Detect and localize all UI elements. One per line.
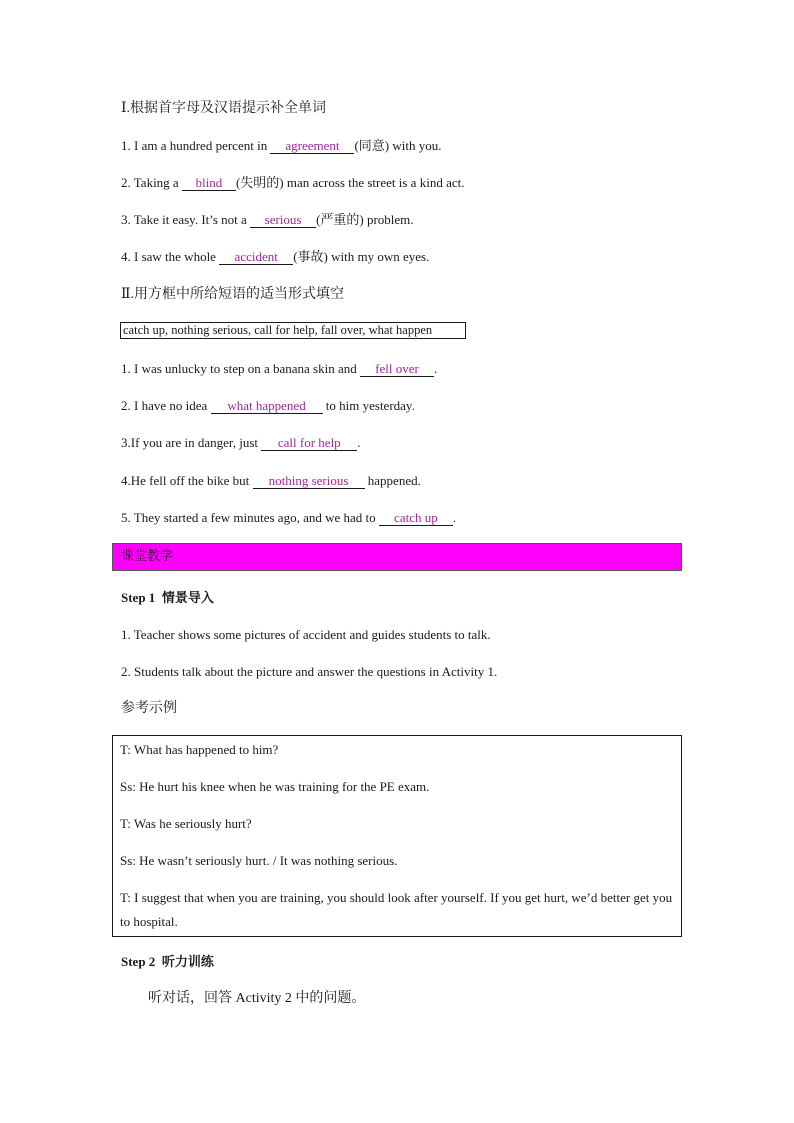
fill-item-3 — [121, 212, 414, 228]
answer-blank[interactable]: serious — [250, 213, 316, 228]
phrase-box: catch up, nothing serious, call for help, fall over, what happen — [120, 322, 466, 339]
fill-item-2 — [121, 175, 464, 191]
item-text-pre: 3.If you are in danger, just — [121, 435, 262, 450]
fill-item-2 — [121, 398, 415, 414]
item-text-post: (严重的) problem. — [316, 212, 414, 227]
item-text-pre: 4. I saw the whole — [121, 249, 220, 264]
item-text-pre: 1. I was unlucky to step on a banana skin and — [121, 361, 361, 376]
answer-blank[interactable]: fell over — [360, 362, 434, 377]
dialog-line: T: Was he seriously hurt? — [120, 816, 252, 831]
fill-item-1 — [121, 361, 437, 377]
step-title: 情景导入 — [161, 590, 214, 605]
answer-blank[interactable]: blind — [182, 176, 236, 191]
example-dialog-box — [112, 735, 682, 937]
classroom-section-bar: 课堂教学 — [112, 543, 682, 571]
fill-item-4 — [121, 473, 421, 489]
item-text-post: (同意) with you. — [354, 138, 442, 153]
section1-heading: Ⅰ.根据首字母及汉语提示补全单词 — [121, 101, 327, 116]
step-title: 听力训练 — [161, 954, 214, 969]
item-text-post: . — [434, 361, 438, 376]
answer-blank[interactable]: call for help — [261, 436, 357, 451]
section2-heading: Ⅱ.用方框中所给短语的适当形式填空 — [121, 287, 345, 302]
answer-blank[interactable]: what happened — [211, 399, 323, 414]
step-label: Step 2 — [121, 954, 156, 969]
step1-heading — [121, 590, 214, 606]
item-text-post: happened. — [364, 473, 421, 488]
dialog-line: T: I suggest that when you are training, you should look after yourself. If you get hurt, we’d better get you to hospital. — [120, 890, 673, 929]
item-text-post: (事故) with my own eyes. — [293, 249, 430, 264]
step-label: Step 1 — [121, 590, 156, 605]
dialog-line: T: What has happened to him? — [120, 742, 279, 757]
answer-blank[interactable]: catch up — [379, 511, 453, 526]
item-text-post: . — [357, 435, 361, 450]
fill-item-4 — [121, 249, 429, 265]
answer-blank[interactable]: accident — [219, 250, 293, 265]
dialog-line: Ss: He wasn’t seriously hurt. / It was nothing serious. — [120, 853, 398, 868]
item-text-post: . — [452, 510, 457, 525]
item-text-post: (失明的) man across the street is a kind act. — [235, 175, 465, 190]
item-text-pre: 1. I am a hundred percent in — [121, 138, 271, 153]
answer-blank[interactable]: agreement — [270, 139, 354, 154]
item-text-pre: 4.He fell off the bike but — [121, 473, 253, 488]
fill-item-3 — [121, 435, 361, 451]
example-label: 参考示例 — [121, 701, 177, 716]
item-text-post: to him yesterday. — [322, 398, 415, 413]
item-text-pre: 3. Take it easy. It’s not a — [121, 212, 251, 227]
answer-blank[interactable]: nothing serious — [253, 474, 365, 489]
item-text-pre: 2. I have no idea — [121, 398, 211, 413]
item-text-pre: 5. They started a few minutes ago, and we had to — [121, 510, 379, 525]
fill-item-5 — [121, 510, 456, 526]
step2-instruction: 听对话，回答 Activity 2 中的问题。 — [148, 991, 366, 1006]
fill-item-1 — [121, 138, 441, 154]
step1-line-2: 2. Students talk about the picture and answer the questions in Activity 1. — [121, 664, 498, 679]
step1-line-1: 1. Teacher shows some pictures of accident and guides students to talk. — [121, 627, 491, 642]
item-text-pre: 2. Taking a — [121, 175, 182, 190]
step2-heading — [121, 954, 214, 970]
dialog-line: Ss: He hurt his knee when he was training for the PE exam. — [120, 779, 430, 794]
